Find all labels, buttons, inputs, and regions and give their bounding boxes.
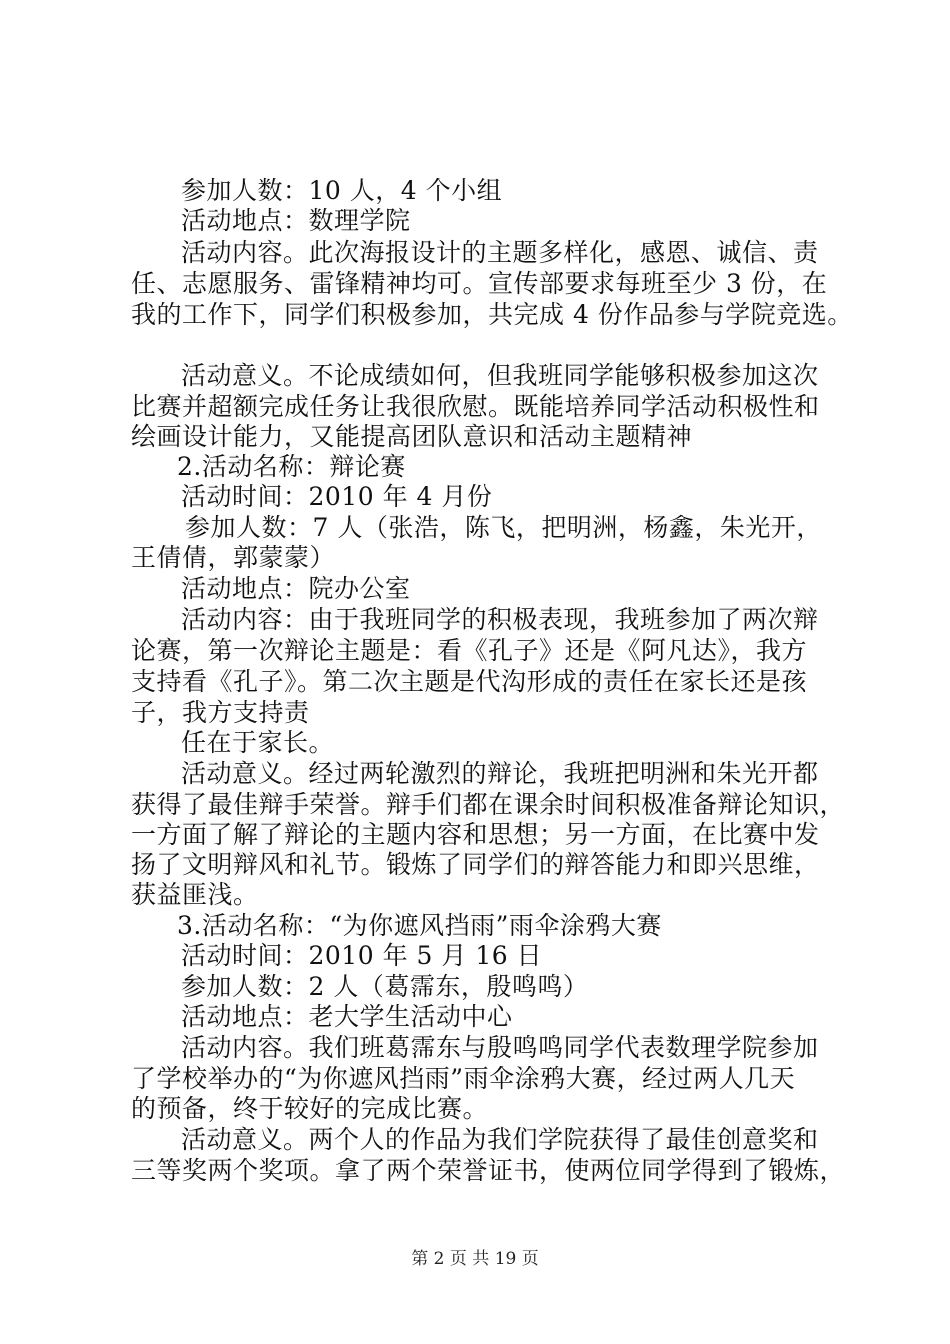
text-line: 活动时间：2010 年 4 月份 — [181, 482, 493, 511]
text-line: 了学校举办的“为你遮风挡雨”雨伞涂鸦大赛，经过两人几天 — [131, 1064, 796, 1093]
text-line: 任在于家长。 — [181, 728, 335, 757]
text-line: 任、志愿服务、雷锋精神均可。宣传部要求每班至少 3 份，在 — [131, 269, 828, 298]
text-line: 活动意义。不论成绩如何，但我班同学能够积极参加这次 — [181, 361, 819, 390]
text-line: 2.活动名称：辩论赛 — [177, 452, 406, 481]
text-line: 获得了最佳辩手荣誉。辩手们都在课余时间积极准备辩论知识， — [131, 790, 846, 819]
text-line: 活动内容：由于我班同学的积极表现，我班参加了两次辩 — [181, 605, 819, 634]
text-line: 活动地点：数理学院 — [181, 206, 411, 235]
text-line: 王倩倩，郭蒙蒙） — [131, 543, 336, 572]
text-line: 扬了文明辩风和礼节。锻炼了同学们的辩答能力和即兴思维， — [131, 850, 820, 879]
text-line: 参加人数：10 人，4 个小组 — [181, 176, 503, 205]
text-line: 三等奖两个奖项。拿了两个荣誉证书，使两位同学得到了锻炼， — [131, 1156, 846, 1185]
text-line: 比赛并超额完成任务让我很欣慰。既能培养同学活动积极性和 — [131, 392, 820, 421]
text-line: 活动时间：2010 年 5 月 16 日 — [181, 941, 543, 970]
text-line: 活动内容。我们班葛霈东与殷鸣鸣同学代表数理学院参加 — [181, 1033, 819, 1062]
text-line: 活动意义。经过两轮激烈的辩论，我班把明洲和朱光开都 — [181, 759, 819, 788]
text-line: 我的工作下，同学们积极参加，共完成 4 份作品参与学院竞选。 — [131, 300, 853, 329]
text-line: 获益匪浅。 — [131, 880, 259, 909]
text-line: 的预备，终于较好的完成比赛。 — [131, 1094, 489, 1123]
text-line: 一方面了解了辩论的主题内容和思想；另一方面，在比赛中发 — [131, 820, 820, 849]
text-line: 支持看《孔子》。第二次主题是代沟形成的责任在家长还是孩 — [131, 667, 808, 696]
text-line: 活动意义。两个人的作品为我们学院获得了最佳创意奖和 — [181, 1125, 819, 1154]
text-line: 活动内容。此次海报设计的主题多样化，感恩、诚信、责 — [181, 238, 819, 267]
text-line: 参加人数：7 人（张浩，陈飞，把明洲，杨鑫，朱光开， — [185, 513, 822, 542]
text-line: 子，我方支持责 — [131, 698, 310, 727]
text-line: 3.活动名称：“为你遮风挡雨”雨伞涂鸦大赛 — [177, 911, 662, 940]
text-line: 活动地点：老大学生活动中心 — [181, 1002, 513, 1031]
text-line: 活动地点：院办公室 — [181, 574, 411, 603]
text-line: 论赛，第一次辩论主题是：看《孔子》还是《阿凡达》，我方 — [131, 636, 808, 665]
text-line: 绘画设计能力，又能提高团队意识和活动主题精神 — [131, 422, 693, 451]
text-line: 参加人数：2 人（葛霈东，殷鸣鸣） — [181, 972, 589, 1001]
page-footer: 第 2 页 共 19 页 — [411, 1249, 539, 1269]
